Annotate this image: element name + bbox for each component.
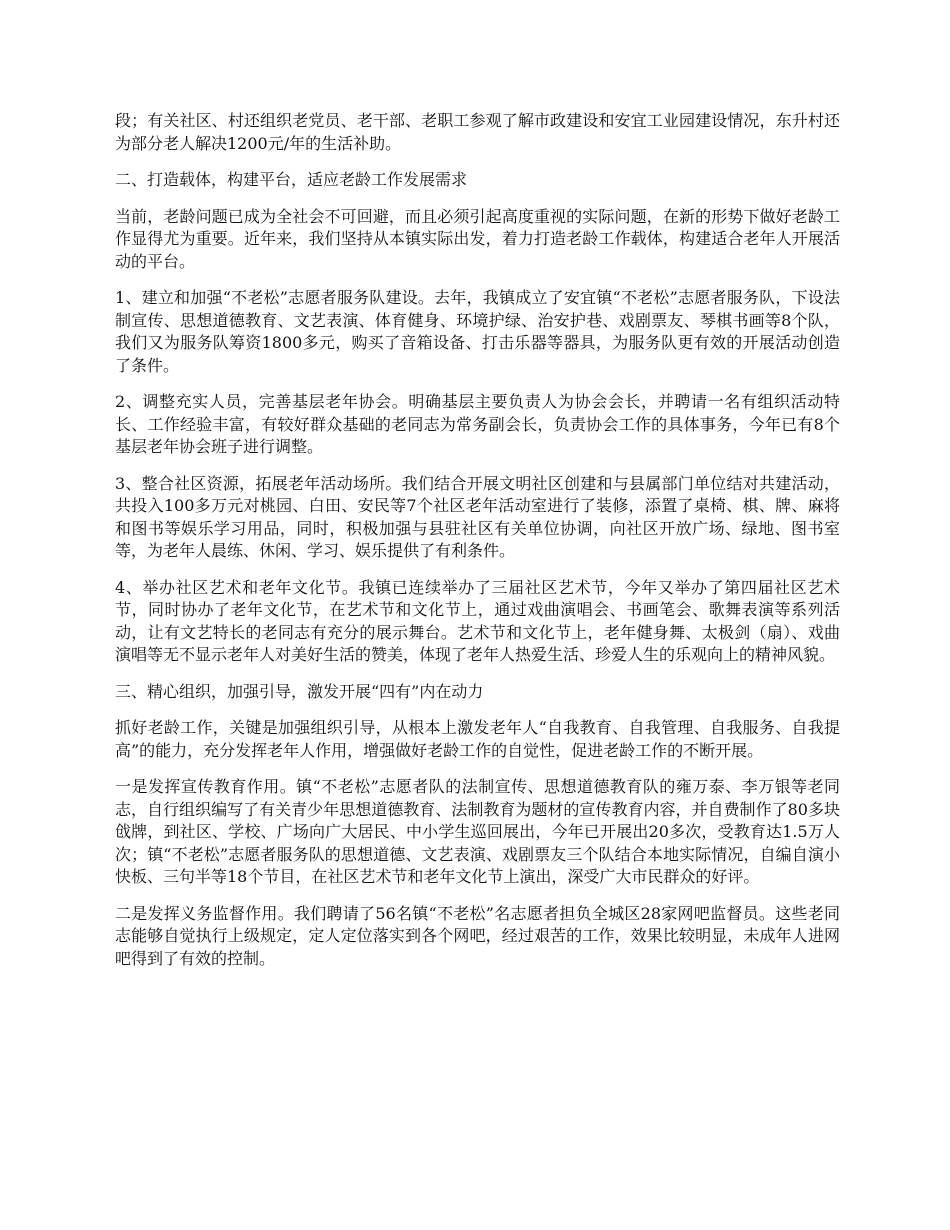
paragraph-item-2: 2、调整充实人员，完善基层老年协会。明确基层主要负责人为协会会长，并聘请一名有组织活动特长、工作经验丰富，有较好群众基础的老同志为常务副会长，负责协会工作的具体事务，今年已有8个基层老年协会班子进行调整。: [115, 392, 840, 456]
document-body: [115, 110, 840, 984]
paragraph-publicity-education: 一是发挥宣传教育作用。镇“不老松”志愿者队的法制宣传、思想道德教育队的雍万泰、李万银等老同志，自行组织编写了有关青少年思想道德教育、法制教育为题材的宣传教育内容，并自费制作了80多块戗牌，到社区、学校、广场向广大居民、中小学生巡回展出，今年已开展出20多次，受教育达1.5万人次；镇“不老松”志愿者服务队的思想道德、文艺表演、戏剧票友三个队结合本地实际情况，自编自演小快板、三句半等18个节目，在社区艺术节和老年文化节上演出，深受广大市民群众的好评。: [115, 777, 840, 886]
paragraph-intro-2: 当前，老龄问题已成为全社会不可回避，而且必须引起高度重视的实际问题，在新的形势下做好老龄工作显得尤为重要。近年来，我们坚持从本镇实际出发，着力打造老龄工作载体，构建适合老年人开展活动的平台。: [115, 206, 840, 271]
paragraph-intro-3: 抓好老龄工作，关键是加强组织引导，从根本上激发老年人“自我教育、自我管理、自我服务、自我提高”的能力，充分发挥老年人作用，增强做好老龄工作的自觉性，促进老龄工作的不断开展。: [115, 718, 840, 760]
paragraph-continuation: 段；有关社区、村还组织老党员、老干部、老职工参观了解市政建设和安宜工业园建设情况，东升村还为部分老人解决1200元/年的生活补助。: [115, 111, 840, 153]
section-heading-3: 三、精心组织，加强引导，激发开展“四有”内在动力: [115, 681, 484, 701]
paragraph-supervision: 二是发挥义务监督作用。我们聘请了56名镇“不老松”名志愿者担负全城区28家网吧监督员。这些老同志能够自觉执行上级规定，定人定位落实到各个网吧，经过艰苦的工作，效果比较明显，未成年人进网吧得到了有效的控制。: [115, 903, 840, 968]
section-heading-2: 二、打造载体，构建平台，适应老龄工作发展需求: [115, 170, 468, 189]
paragraph-item-3: 3、整合社区资源，拓展老年活动场所。我们结合开展文明社区创建和与县属部门单位结对共建活动，共投入100多万元对桃园、白田、安民等7个社区老年活动室进行了装修，添置了桌椅、棋、牌、麻将和图书等娱乐学习用品，同时，积极加强与县驻社区有关单位协调，向社区开放广场、绿地、图书室等，为老年人晨练、休闲、学习、娱乐提供了有利条件。: [115, 473, 840, 560]
paragraph-item-1: 1、建立和加强“不老松”志愿者服务队建设。去年，我镇成立了安宜镇“不老松”志愿者服务队，下设法制宣传、思想道德教育、文艺表演、体育健身、环境护绿、治安护巷、戏剧票友、琴棋书画等8个队，我们又为服务队筹资1800多元，购买了音箱设备、打击乐器等器具，为服务队更有效的开展活动创造了条件。: [115, 288, 840, 375]
paragraph-item-4: 4、举办社区艺术和老年文化节。我镇已连续举办了三届社区艺术节，今年又举办了第四届社区艺术节，同时协办了老年文化节，在艺术节和文化节上，通过戏曲演唱会、书画笔会、歌舞表演等系列活动，让有文艺特长的老同志有充分的展示舞台。艺术节和文化节上，老年健身舞、太极剑（扇）、戏曲演唱等无不显示老年人对美好生活的赞美，体现了老年人热爱生活、珍爱人生的乐观向上的精神风貌。: [115, 577, 840, 664]
